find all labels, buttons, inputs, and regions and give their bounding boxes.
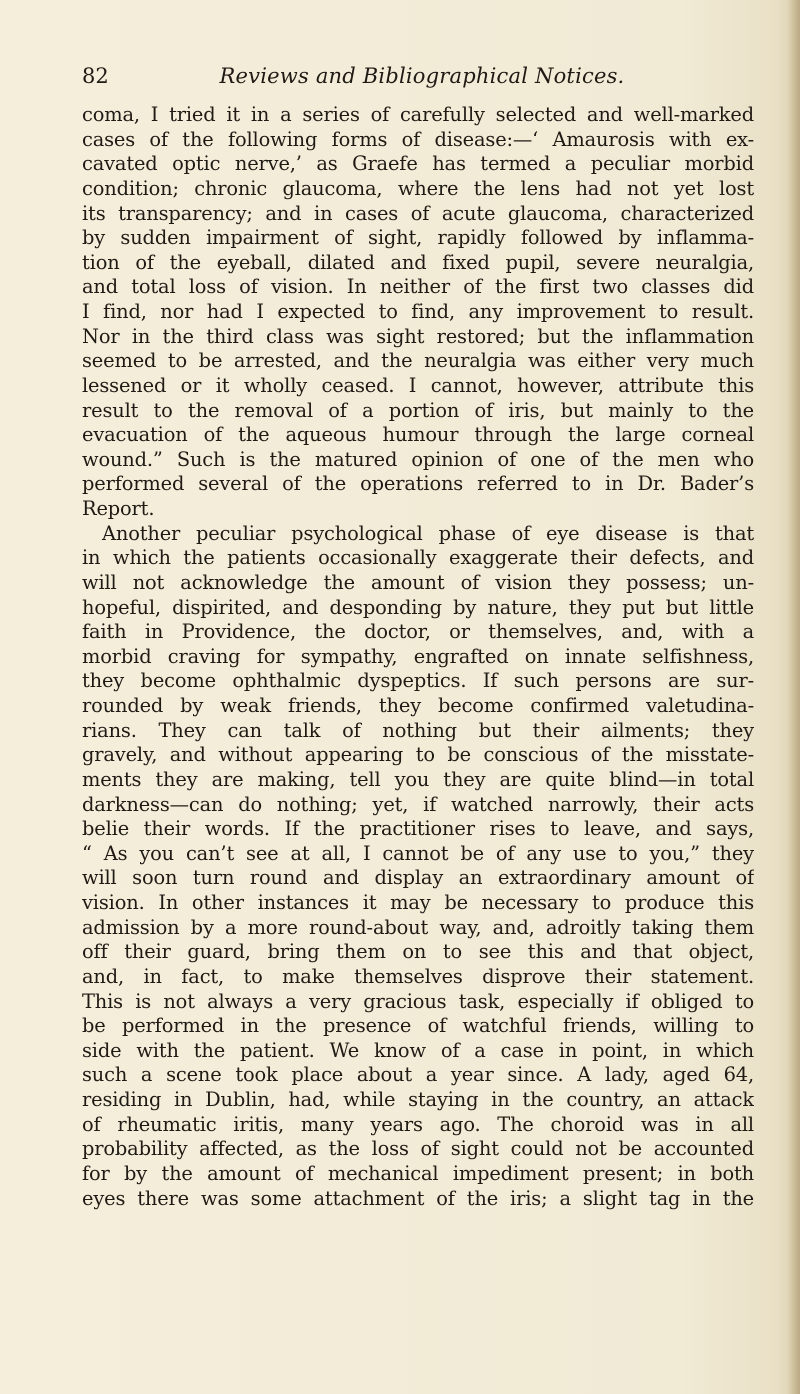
text-line: seemed to be arrested, and the neuralgia was either very much: [82, 349, 754, 373]
page-number: 82: [82, 64, 109, 88]
text-line: vision. In other instances it may be necessary to produce this: [82, 891, 754, 914]
text-line: will not acknowledge the amount of vision they possess; un-: [82, 570, 754, 594]
text-line: they become ophthalmic dyspeptics. If such persons are sur-: [82, 669, 754, 693]
text-line: rounded by weak friends, they become confirmed valetudina-: [82, 694, 754, 717]
text-line: coma, I tried it in a series of carefully selected and well-marked: [82, 103, 754, 126]
body-text: [82, 103, 754, 1211]
text-line: darkness—can do nothing; yet, if watched narrowly, their acts: [82, 792, 754, 816]
text-line: evacuation of the aqueous humour through the large corneal: [82, 423, 754, 447]
text-line: probability affected, as the loss of sight could not be accounted: [82, 1137, 754, 1161]
text-line: hopeful, dispirited, and desponding by nature, they put but little: [82, 595, 754, 619]
text-line: such a scene took place about a year since. A lady, aged 64,: [82, 1063, 754, 1087]
running-head: [82, 60, 762, 92]
text-line: ments they are making, tell you they are quite blind—in total: [82, 767, 754, 791]
text-line: performed several of the operations referred to in Dr. Bader’s: [82, 472, 754, 496]
text-line: cavated optic nerve,’ as Graefe has termed a peculiar morbid: [82, 152, 754, 176]
text-line: belie their words. If the practitioner rises to leave, and says,: [82, 817, 754, 841]
text-line: eyes there was some attachment of the iris; a slight tag in the: [82, 1186, 754, 1210]
paragraph-1: [82, 103, 754, 522]
text-line: tion of the eyeball, dilated and fixed pupil, severe neuralgia,: [82, 250, 754, 274]
text-line: will soon turn round and display an extraordinary amount of: [82, 866, 754, 890]
text-line: residing in Dublin, had, while staying in the country, an attack: [82, 1088, 754, 1111]
text-line: morbid craving for sympathy, engrafted on innate selfishness,: [82, 644, 754, 668]
text-line: admission by a more round-about way, and, adroitly taking them: [82, 915, 754, 939]
text-line: Nor in the third class was sight restored; but the inflammation: [82, 324, 754, 348]
text-line: lessened or it wholly ceased. I cannot, however, attribute this: [82, 373, 754, 397]
text-line: rians. They can talk of nothing but their ailments; they: [82, 718, 754, 742]
text-line: off their guard, bring them on to see this and that object,: [82, 940, 754, 964]
page-edge-shadow: [786, 0, 800, 1394]
text-line: cases of the following forms of disease:—‘ Amaurosis with ex-: [82, 127, 754, 151]
text-line: in which the patients occasionally exaggerate their defects, and: [82, 546, 754, 570]
text-line: its transparency; and in cases of acute glaucoma, characterized: [82, 201, 754, 225]
text-line: wound.” Such is the matured opinion of one of the men who: [82, 447, 754, 471]
text-line: Report.: [82, 497, 155, 520]
paragraph-2: [82, 522, 754, 1212]
text-line: condition; chronic glaucoma, where the lens had not yet lost: [82, 176, 754, 200]
text-line: I find, nor had I expected to find, any improvement to result.: [82, 300, 754, 323]
text-line: gravely, and without appearing to be conscious of the misstate-: [82, 743, 754, 767]
text-line: and, in fact, to make themselves disprove their statement.: [82, 964, 754, 988]
text-line: Another peculiar psychological phase of eye disease is that: [102, 521, 754, 545]
text-line: “ As you can’t see at all, I cannot be of any use to you,” they: [82, 841, 754, 865]
text-line: of rheumatic iritis, many years ago. The choroid was in all: [82, 1112, 754, 1136]
text-line: This is not always a very gracious task, especially if obliged to: [82, 989, 754, 1013]
text-line: side with the patient. We know of a case in point, in which: [82, 1038, 754, 1062]
text-line: result to the removal of a portion of iris, but mainly to the: [82, 398, 754, 422]
text-line: and total loss of vision. In neither of the first two classes did: [82, 275, 754, 299]
running-head-title: Reviews and Bibliographical Notices.: [219, 64, 625, 88]
text-line: faith in Providence, the doctor, or themselves, and, with a: [82, 620, 754, 644]
text-line: by sudden impairment of sight, rapidly followed by inflamma-: [82, 226, 754, 250]
text-line: for by the amount of mechanical impediment present; in both: [82, 1161, 754, 1185]
text-line: be performed in the presence of watchful friends, willing to: [82, 1014, 754, 1038]
